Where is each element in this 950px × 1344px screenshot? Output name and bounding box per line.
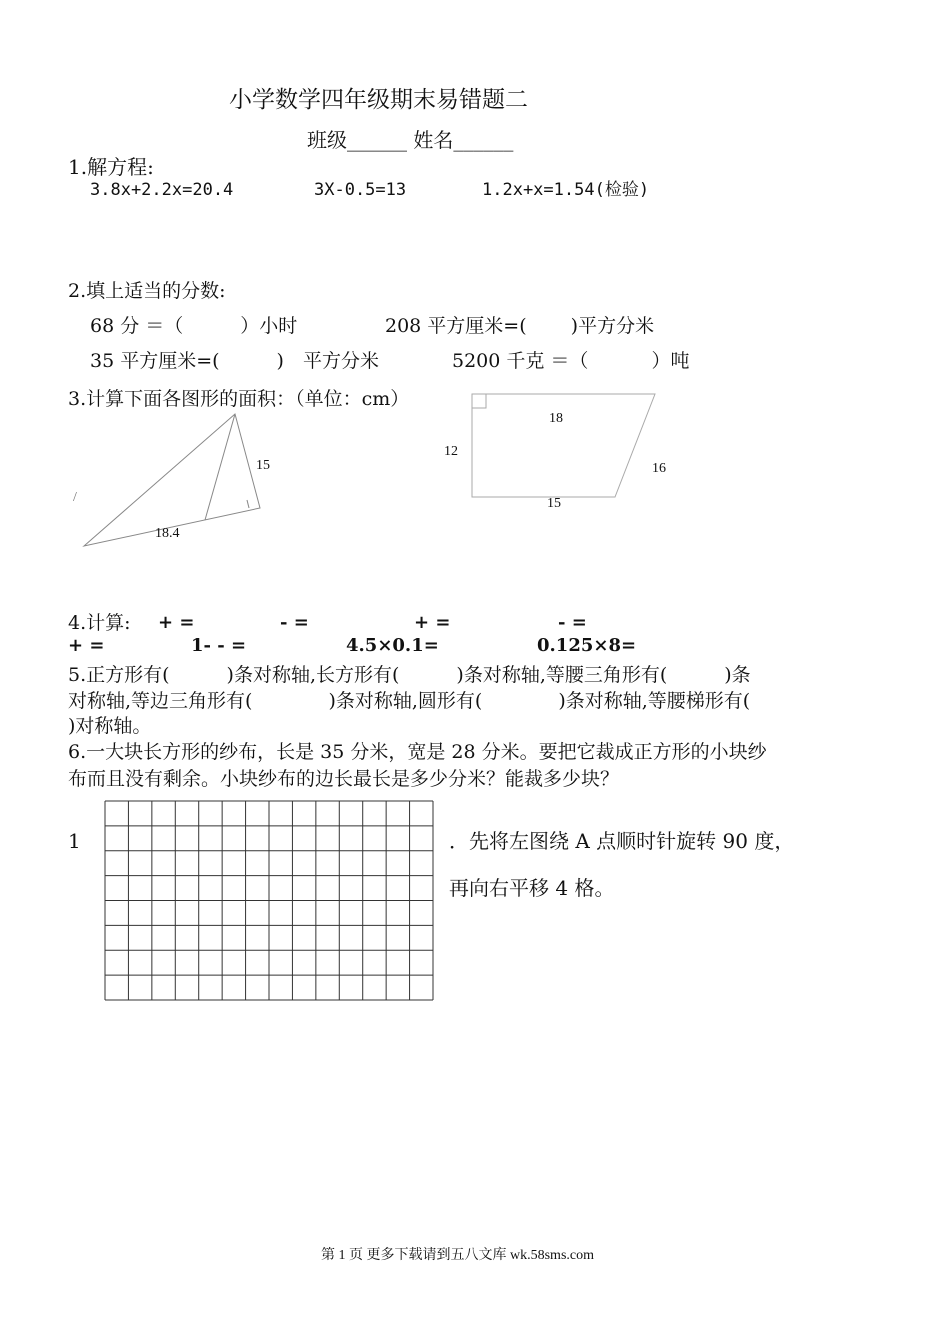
q7-number: 1 (68, 829, 81, 853)
q1-label: 1.解方程: (68, 155, 154, 179)
q4-r1-2: - = (280, 612, 309, 633)
trapezoid-right-angle-mark (472, 394, 486, 408)
triangle-base-label: 18.4 (155, 526, 180, 541)
q4-r2-3: 4.5×0.1= (346, 635, 439, 656)
triangle-vertex-mark: / (73, 490, 77, 505)
page-footer: 第 1 页 更多下载请到五八文库 wk.58sms.com (321, 1248, 594, 1263)
q2-blank-a: 68 分 ＝（ ）小时 (90, 315, 298, 337)
trapezoid-bottom-label: 15 (547, 496, 561, 511)
triangle-height-line (205, 414, 235, 520)
q4-r2-4: 0.125×8= (537, 635, 637, 656)
square-grid (105, 801, 433, 1000)
trapezoid-side-label: 16 (652, 461, 666, 476)
q2-blank-b: 208 平方厘米=( )平方分米 (385, 315, 655, 337)
right-angle-mark (247, 500, 249, 508)
q4-r1-3: + = (414, 612, 451, 633)
q7-line-1: ．先将左图绕 A 点顺时针旋转 90 度， (449, 829, 795, 853)
trapezoid-height-label: 12 (444, 444, 458, 459)
q4-r1-4: - = (558, 612, 587, 633)
q5-line-2: 对称轴,等边三角形有( )条对称轴,圆形有( )条对称轴,等腰梯形有( (68, 690, 751, 712)
trapezoid-top-label: 18 (549, 411, 563, 426)
q7-line-2: 再向右平移 4 格。 (449, 876, 615, 900)
q5-line-1: 5.正方形有( )条对称轴,长方形有( )条对称轴,等腰三角形有( )条 (68, 664, 751, 686)
q4-r2-2: 1- - = (191, 635, 247, 656)
q1-equation-3: 1.2x+x=1.54(检验) (482, 180, 650, 200)
class-name-line: 班级______ 姓名______ (307, 128, 514, 152)
q4-r1-1: + = (158, 612, 195, 633)
q1-equation-1: 3.8x+2.2x=20.4 (90, 180, 234, 200)
q2-blank-c: 35 平方厘米=( ) 平方分米 (90, 350, 379, 372)
trapezoid-shape (472, 394, 655, 497)
q2-blank-d: 5200 千克 ＝（ ）吨 (452, 350, 690, 372)
page-title: 小学数学四年级期末易错题二 (229, 87, 528, 113)
q6-line-2: 布而且没有剩余。小块纱布的边长最长是多少分米？能裁多少块？ (68, 768, 620, 790)
q3-label: 3.计算下面各图形的面积：（单位：cm） (68, 388, 410, 410)
q4-label: 4.计算: (68, 612, 131, 634)
q6-line-1: 6.一大块长方形的纱布，长是 35 分米，宽是 28 分米。要把它裁成正方形的小块纱 (68, 741, 767, 763)
triangle-side-label: 15 (256, 458, 270, 473)
q2-label: 2.填上适当的分数: (68, 280, 226, 302)
q4-r2-1: + = (68, 635, 105, 656)
q1-equation-2: 3X-0.5=13 (314, 180, 407, 200)
q5-line-3: )对称轴。 (68, 715, 152, 737)
